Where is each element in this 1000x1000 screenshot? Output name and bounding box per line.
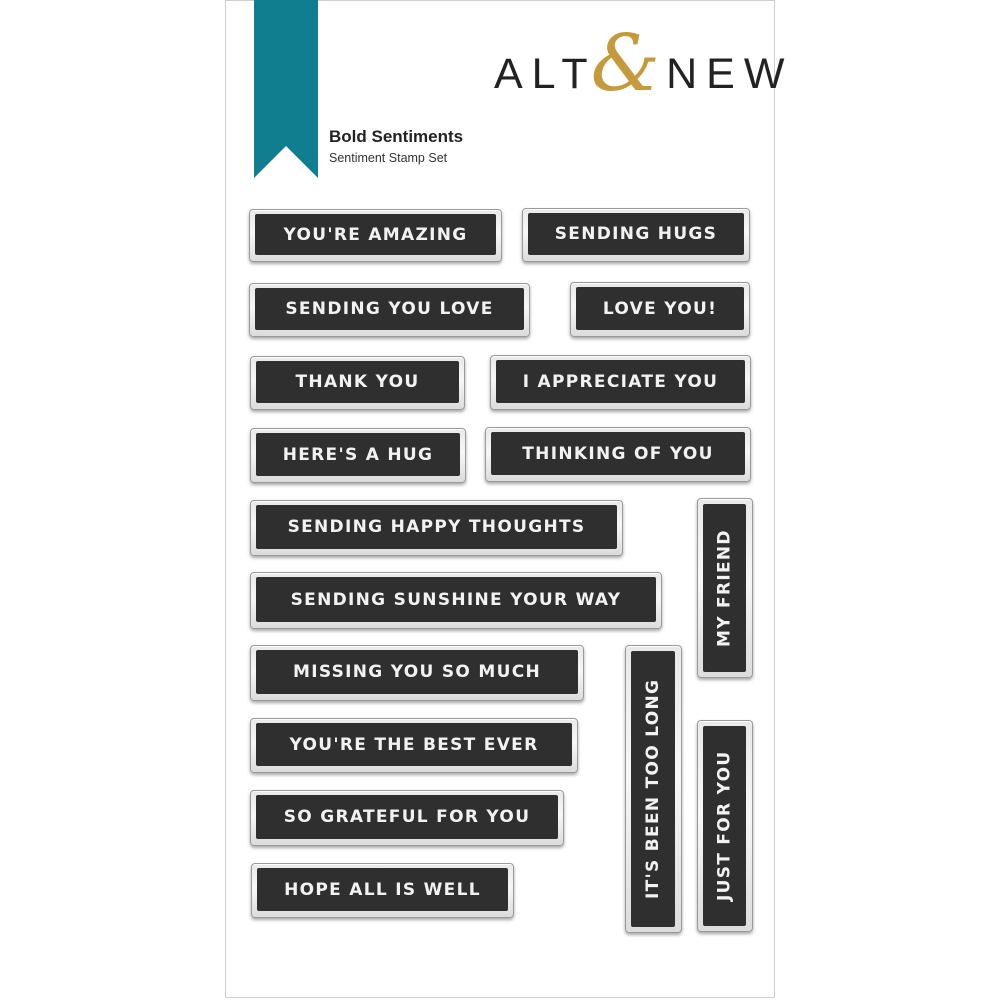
- brand-name-right: NEW: [666, 49, 794, 98]
- stamp-text: THANK YOU: [256, 361, 459, 403]
- stamp-so-grateful-for-you: [250, 790, 564, 846]
- stamp-text: MY FRIEND: [703, 504, 746, 672]
- stamp-sending-sunshine-your-way: [250, 572, 662, 629]
- stamp-youre-amazing: [249, 209, 502, 262]
- stamp-text: MISSING YOU SO MUCH: [256, 650, 578, 694]
- stamp-text: I APPRECIATE YOU: [496, 360, 745, 403]
- stamp-youre-the-best-ever: [250, 718, 578, 773]
- stamp-sending-you-love: [249, 283, 530, 337]
- stamp-heres-a-hug: [250, 428, 466, 483]
- stamp-hope-all-is-well: [251, 863, 514, 918]
- stamp-text: JUST FOR YOU: [703, 726, 746, 926]
- stamp-text: LOVE YOU!: [576, 287, 744, 330]
- stamp-text: SENDING SUNSHINE YOUR WAY: [256, 577, 656, 622]
- stamp-its-been-too-long: [625, 645, 682, 933]
- stamp-text: SO GRATEFUL FOR YOU: [256, 795, 558, 839]
- stamp-sending-happy-thoughts: [250, 500, 623, 556]
- stamp-just-for-you: [697, 720, 753, 932]
- stamp-text: IT'S BEEN TOO LONG: [631, 651, 675, 927]
- stamp-thank-you: [250, 356, 465, 410]
- stamp-text: SENDING HUGS: [528, 213, 744, 255]
- stamp-text: HOPE ALL IS WELL: [257, 868, 508, 911]
- brand-logo: [494, 19, 794, 109]
- stamp-thinking-of-you: [485, 427, 751, 482]
- product-title: Bold Sentiments: [329, 127, 464, 146]
- stamp-my-friend: [697, 498, 753, 678]
- stamp-sending-hugs: [522, 208, 750, 262]
- stamp-i-appreciate-you: [490, 355, 751, 410]
- stamp-text: SENDING YOU LOVE: [255, 288, 524, 330]
- stamp-love-you: [570, 282, 750, 337]
- stamp-text: HERE'S A HUG: [256, 433, 460, 476]
- product-subtitle: Sentiment Stamp Set: [329, 151, 448, 165]
- stamp-text: YOU'RE THE BEST EVER: [256, 723, 572, 766]
- stamp-text: YOU'RE AMAZING: [255, 214, 496, 255]
- stamp-text: THINKING OF YOU: [491, 432, 745, 475]
- brand-name-left: ALT: [494, 49, 597, 98]
- ampersand-logo-mark: &: [590, 19, 661, 109]
- stamp-text: SENDING HAPPY THOUGHTS: [256, 505, 617, 549]
- stamp-missing-you-so-much: [250, 645, 584, 701]
